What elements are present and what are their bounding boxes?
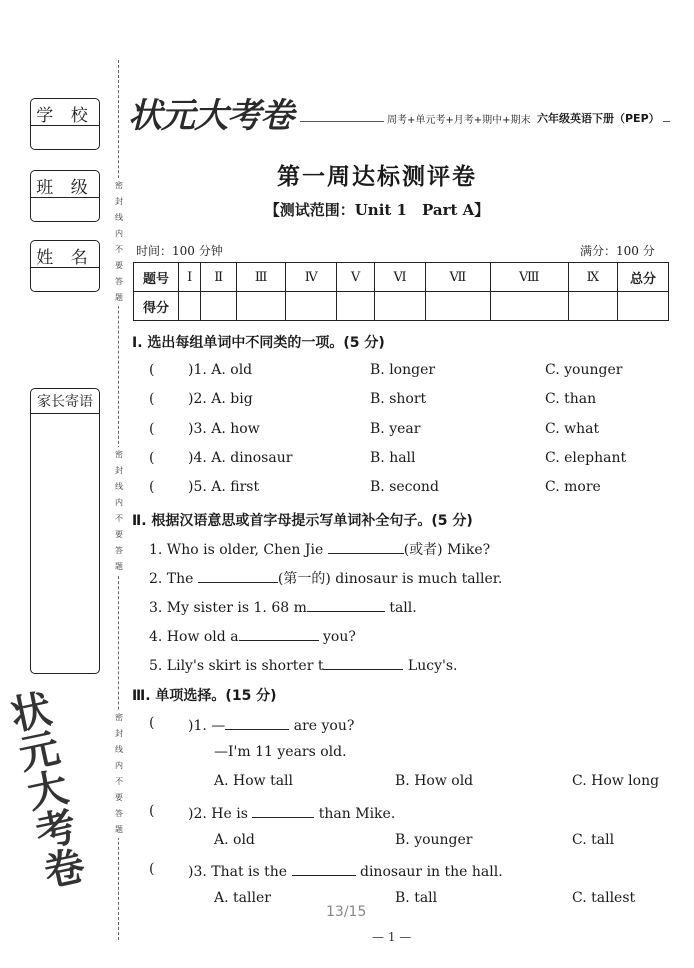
option-b: B. year — [370, 421, 421, 437]
answer-blank[interactable] — [198, 568, 278, 583]
option-a: )4. A. dinosaur — [188, 450, 293, 466]
option-b: B. younger — [395, 832, 473, 848]
header-logo: 状元大考卷 — [128, 96, 293, 136]
section2-q4 — [149, 626, 356, 645]
option-a: )1. A. old — [188, 362, 253, 378]
answer-paren[interactable]: ( — [149, 421, 155, 437]
score-cell[interactable] — [237, 292, 286, 321]
section2-q1 — [149, 539, 490, 559]
option-c: C. tall — [572, 832, 615, 848]
name-label: 姓 名 — [36, 248, 94, 268]
option-a: A. How tall — [214, 773, 294, 789]
option-b: B. second — [370, 479, 439, 495]
section1-heading: Ⅰ. 选出每组单词中不同类的一项。(5 分) — [132, 335, 385, 351]
col-4: Ⅳ — [286, 263, 337, 292]
question-text — [188, 861, 503, 880]
page-title: 第一周达标测评卷 — [277, 164, 477, 190]
page-number: — 1 — — [372, 930, 412, 944]
col-6: Ⅵ — [374, 263, 425, 292]
seal-text-1: 密封线内不要答题 — [112, 178, 126, 306]
question-start: )3. That is the — [188, 864, 292, 880]
col-9: Ⅸ — [568, 263, 617, 292]
option-c: C. How long — [572, 773, 660, 789]
score-cell[interactable] — [374, 292, 425, 321]
school-label: 学 校 — [36, 106, 94, 126]
header-grade: 六年级英语下册（PEP） — [534, 110, 663, 126]
option-a: )2. A. big — [188, 391, 253, 407]
option-c: C. more — [545, 479, 601, 495]
score-cell[interactable] — [426, 292, 491, 321]
sentence-end: (第一的) dinosaur is much taller. — [277, 571, 503, 587]
parent-divider — [31, 413, 99, 414]
option-c: C. elephant — [545, 450, 627, 466]
sentence-start: 5. Lily's skirt is shorter t — [149, 658, 324, 674]
answer-blank[interactable] — [323, 655, 403, 670]
sentence-start: 1. Who is older, Chen Jie — [149, 542, 328, 558]
section2-q5 — [149, 655, 457, 674]
answer-paren[interactable]: ( — [149, 450, 155, 466]
option-a: )5. A. first — [188, 479, 260, 495]
section3-heading: Ⅲ. 单项选择。(15 分) — [132, 688, 277, 704]
score-cell[interactable] — [568, 292, 617, 321]
option-c: C. what — [545, 421, 600, 437]
answer-blank[interactable] — [328, 539, 404, 554]
class-label: 班 级 — [36, 178, 94, 198]
option-b: B. tall — [395, 890, 438, 906]
dialogue-answer: —I'm 11 years old. — [214, 744, 347, 760]
seal-text-2: 密封线内不要答题 — [112, 447, 126, 575]
option-c: C. than — [545, 391, 597, 407]
sentence-end: you? — [318, 629, 356, 645]
answer-blank[interactable] — [225, 715, 289, 730]
answer-paren[interactable]: ( — [149, 715, 155, 731]
row-label-score: 得分 — [134, 292, 179, 321]
class-divider — [31, 197, 99, 198]
school-divider — [31, 125, 99, 126]
sentence-end: (或者) Mike? — [403, 542, 491, 558]
score-cell[interactable] — [618, 292, 669, 321]
parent-message-label: 家长寄语 — [37, 394, 93, 410]
answer-paren[interactable]: ( — [149, 479, 155, 495]
sentence-end: tall. — [384, 600, 417, 616]
vertical-logo: 状元大考卷 — [0, 687, 88, 893]
score-cell[interactable] — [179, 292, 201, 321]
question-end: dinosaur in the hall. — [355, 864, 503, 880]
score-cell[interactable] — [201, 292, 237, 321]
answer-paren[interactable]: ( — [149, 391, 155, 407]
sentence-end: Lucy's. — [403, 658, 458, 674]
table-row — [134, 292, 669, 321]
table-row — [134, 263, 669, 292]
question-start: )2. He is — [188, 806, 253, 822]
col-5: Ⅴ — [337, 263, 375, 292]
option-b: B. How old — [395, 773, 474, 789]
school-field[interactable] — [30, 98, 100, 150]
answer-blank[interactable] — [307, 597, 385, 612]
full-score: 满分：100 分 — [580, 244, 655, 258]
sentence-start: 3. My sister is 1. 68 m — [149, 600, 307, 616]
option-b: B. longer — [370, 362, 436, 378]
question-text — [188, 803, 395, 822]
answer-paren[interactable]: ( — [149, 861, 155, 877]
option-c: C. younger — [545, 362, 623, 378]
answer-blank[interactable] — [239, 626, 319, 641]
question-end: than Mike. — [314, 806, 396, 822]
col-1: Ⅰ — [179, 263, 201, 292]
test-scope: 【测试范围：Unit 1 Part A】 — [264, 201, 490, 219]
section2-q2 — [149, 568, 502, 588]
answer-blank[interactable] — [252, 803, 314, 818]
option-a: )3. A. how — [188, 421, 260, 437]
row-label-number: 题号 — [134, 263, 179, 292]
header-tagline: 周考+单元考+月考+期中+期末 — [384, 111, 534, 126]
option-a: A. old — [214, 832, 255, 848]
col-total: 总分 — [618, 263, 669, 292]
exam-time: 时间：100 分钟 — [136, 244, 223, 258]
score-cell[interactable] — [337, 292, 375, 321]
col-8: Ⅷ — [490, 263, 568, 292]
answer-paren[interactable]: ( — [149, 803, 155, 819]
section2-heading: Ⅱ. 根据汉语意思或首字母提示写单词补全句子。(5 分) — [132, 513, 473, 529]
name-field[interactable] — [30, 240, 100, 292]
col-3: Ⅲ — [237, 263, 286, 292]
name-divider — [31, 267, 99, 268]
question-start: )1. — — [188, 718, 226, 734]
col-7: Ⅶ — [426, 263, 491, 292]
score-cell[interactable] — [286, 292, 337, 321]
col-2: Ⅱ — [201, 263, 237, 292]
seal-text-3: 密封线内不要答题 — [112, 710, 126, 838]
option-b: B. hall — [370, 450, 416, 466]
section2-q3 — [149, 597, 417, 616]
answer-paren[interactable]: ( — [149, 362, 155, 378]
question-end: are you? — [289, 718, 355, 734]
parent-message-field[interactable] — [30, 388, 100, 674]
page-count: 13/15 — [326, 904, 367, 920]
score-cell[interactable] — [490, 292, 568, 321]
score-table — [133, 262, 669, 321]
question-text — [188, 715, 354, 734]
option-c: C. tallest — [572, 890, 636, 906]
sentence-start: 2. The — [149, 571, 198, 587]
option-b: B. short — [370, 391, 427, 407]
answer-blank[interactable] — [292, 861, 356, 876]
option-a: A. taller — [214, 890, 271, 906]
sentence-start: 4. How old a — [149, 629, 239, 645]
